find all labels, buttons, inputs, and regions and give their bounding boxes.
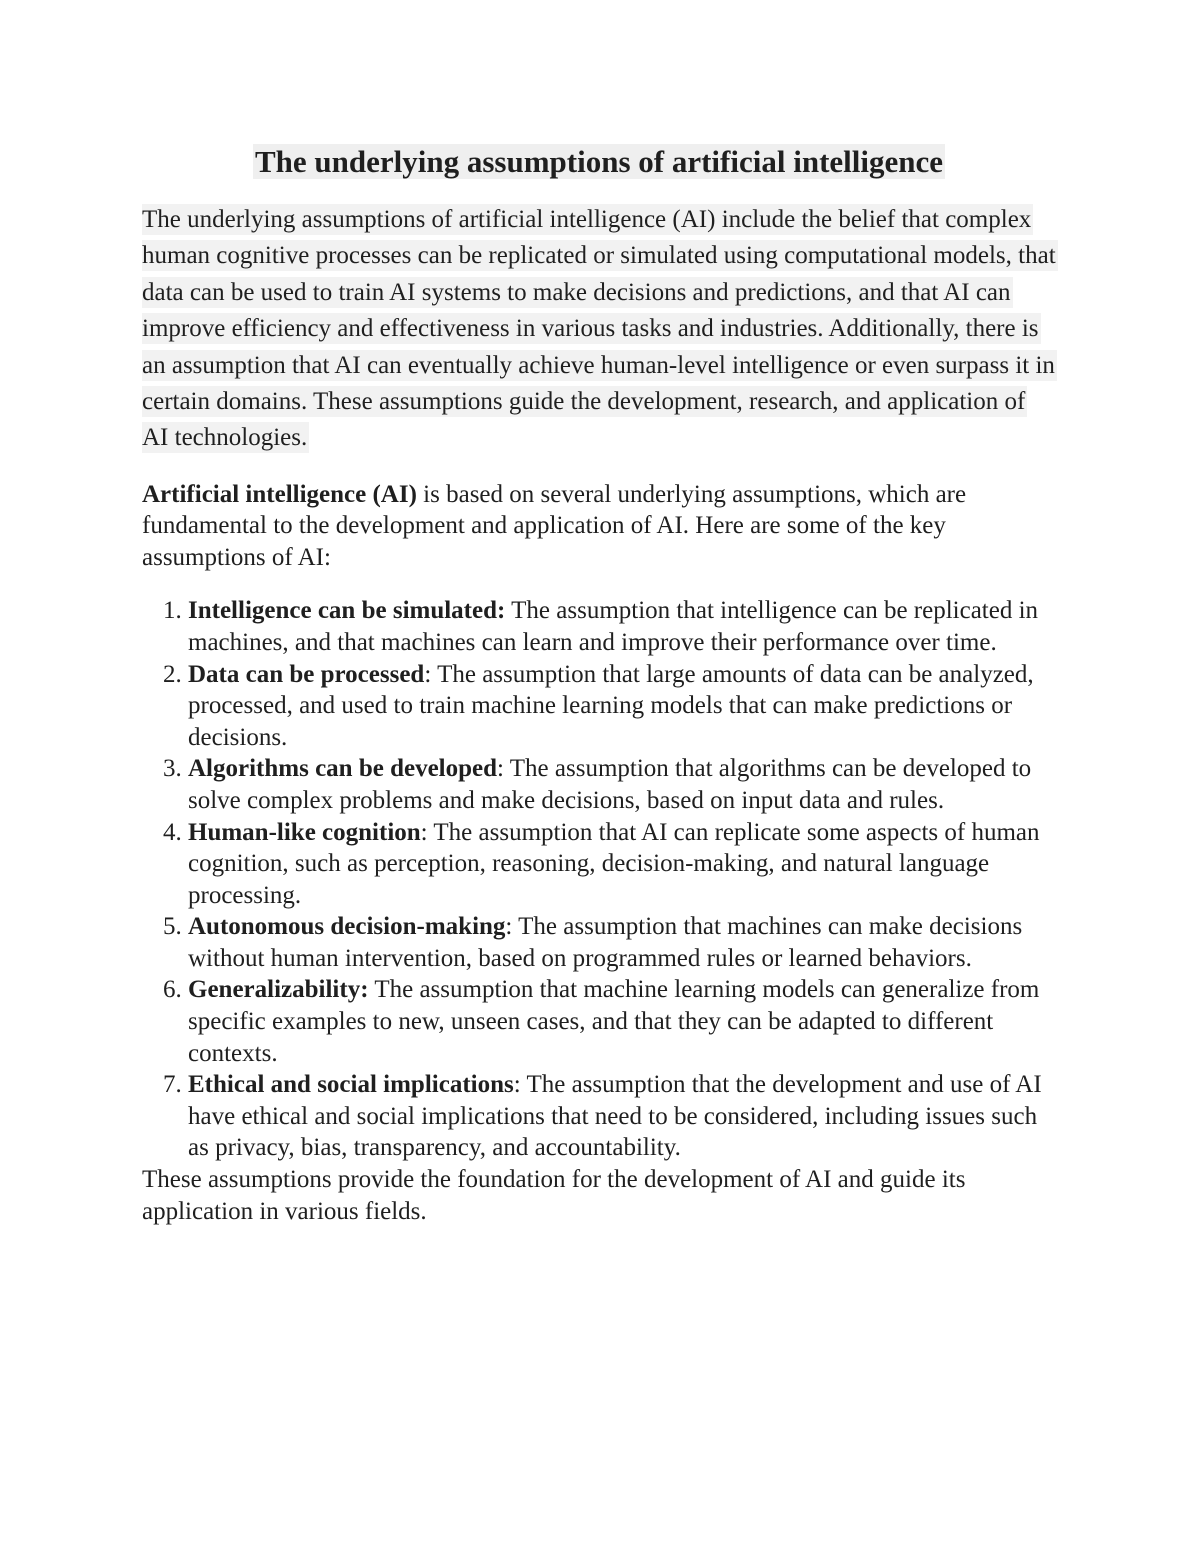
list-item-term: Algorithms can be developed bbox=[188, 755, 498, 783]
list-item-text: : The assumption that algorithms can be developed to solve complex problems and make decisions, based on input data and rules. bbox=[188, 755, 1032, 814]
list-item-text: : The assumption that the development and use of AI have ethical and social implications that need to be considered, including issues such as privacy, bias, transparency, and accountability. bbox=[188, 1071, 1042, 1162]
lead-paragraph bbox=[142, 479, 1056, 574]
list-item-term: Intelligence can be simulated: bbox=[188, 597, 506, 625]
list-item-text: : The assumption that AI can replicate some aspects of human cognition, such as perception, reasoning, decision-making, and natural language processing. bbox=[188, 818, 1040, 909]
page-title: The underlying assumptions of artificial intelligence bbox=[254, 144, 944, 179]
title-block bbox=[142, 0, 1056, 182]
list-item-term: Human-like cognition bbox=[188, 818, 421, 846]
list-item bbox=[188, 911, 1056, 974]
list-item-term: Ethical and social implications bbox=[188, 1071, 514, 1099]
list-item bbox=[188, 817, 1056, 912]
intro-paragraph bbox=[142, 202, 1056, 457]
list-item bbox=[188, 1069, 1056, 1164]
lead-text: is based on several underlying assumptions, which are fundamental to the development and application of AI. Here are some of the key assumptions of AI: bbox=[142, 480, 967, 571]
list-item-term: Generalizability: bbox=[188, 976, 369, 1004]
list-item-term: Autonomous decision-making bbox=[188, 913, 506, 941]
closing-paragraph: These assumptions provide the foundation for the development of AI and guide its application in various fields. bbox=[142, 1166, 966, 1225]
list-item-text: The assumption that machine learning models can generalize from specific examples to new, unseen cases, and that they can be adapted to different contexts. bbox=[188, 976, 1040, 1067]
list-item bbox=[188, 659, 1056, 754]
list-item-text: The assumption that intelligence can be replicated in machines, and that machines can learn and improve their performance over time. bbox=[188, 597, 1039, 656]
list-item-text: : The assumption that large amounts of data can be analyzed, processed, and used to train machine learning models that can make predictions or decisions. bbox=[188, 660, 1034, 751]
list-item bbox=[188, 595, 1056, 658]
intro-text: The underlying assumptions of artificial intelligence (AI) include the belief that complex human cognitive processes can be replicated or simulated using computational models, that data can be used to train AI systems to make decisions and predictions, and that AI can improve efficiency and effectiveness in various tasks and industries. Additionally, there is an assumption that AI can eventually achieve human-level intelligence or even surpass it in certain domains. These assumptions guide the development, research, and application of AI technologies. bbox=[142, 206, 1056, 452]
lead-bold-term: Artificial intelligence (AI) bbox=[142, 480, 417, 508]
list-item bbox=[188, 753, 1056, 816]
list-item bbox=[188, 974, 1056, 1069]
list-item-text: : The assumption that machines can make decisions without human intervention, based on programmed rules or learned behaviors. bbox=[188, 913, 1023, 972]
list-item-term: Data can be processed bbox=[188, 660, 425, 688]
assumptions-list bbox=[142, 595, 1056, 1164]
